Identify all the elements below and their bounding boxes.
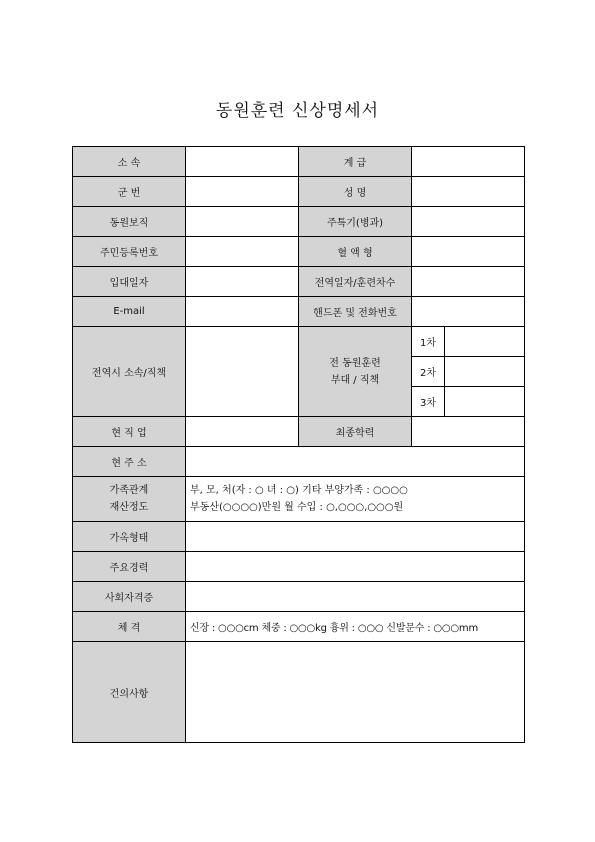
address-field[interactable] [186,447,525,477]
page-title: 동원훈련 신상명세서 [215,101,380,121]
round-1-label: 1차 [412,327,445,357]
previous-training-label-line2: 부대 / 직책 [330,374,380,386]
blood-type-label: 혈 액 형 [299,237,412,267]
previous-training-label [299,327,412,417]
row-resident-number [73,237,525,267]
row-enlist-date [73,267,525,297]
education-field[interactable] [412,417,525,447]
row-email [73,297,525,327]
suggestions-label: 건의사항 [73,642,186,743]
round-2-field[interactable] [445,357,525,387]
service-number-field[interactable] [186,177,299,207]
row-housing [73,522,525,552]
phone-field[interactable] [412,297,525,327]
mobilization-position-label: 동원보직 [73,207,186,237]
specialty-label: 주특기(병과) [299,207,412,237]
family-label-line1: 가족관계 [109,485,149,496]
education-label: 최종학력 [299,417,412,447]
address-label: 현 주 소 [73,447,186,477]
physique-label: 체 격 [73,612,186,642]
email-label: E-mail [73,297,186,327]
rank-label: 계 급 [299,147,412,177]
family-field[interactable] [186,477,525,522]
resident-number-field[interactable] [186,237,299,267]
specialty-field[interactable] [412,207,525,237]
row-career [73,552,525,582]
affiliation-field[interactable] [186,147,299,177]
row-mobilization-position [73,207,525,237]
family-label-line2: 재산정도 [109,502,149,513]
row-service-number [73,177,525,207]
physique-field[interactable]: 신장 : ○○○cm 체중 : ○○○kg 흉위 : ○○○ 신발문수 : ○○○mm [186,612,525,642]
suggestions-field[interactable] [186,642,525,743]
previous-training-label-line1: 전 동원훈련 [329,357,381,369]
discharge-unit-label: 전역시 소속/직책 [73,327,186,417]
round-2-label: 2차 [412,357,445,387]
discharge-unit-field[interactable] [186,327,299,417]
discharge-date-field[interactable] [412,267,525,297]
family-label [73,477,186,522]
email-field[interactable] [186,297,299,327]
career-field[interactable] [186,552,525,582]
housing-field[interactable] [186,522,525,552]
certificates-label: 사회자격증 [73,582,186,612]
row-family [73,477,525,522]
row-suggestions [73,642,525,743]
round-1-field[interactable] [445,327,525,357]
round-3-field[interactable] [445,387,525,417]
mobilization-position-field[interactable] [186,207,299,237]
row-discharge-unit-1 [73,327,525,357]
family-value-line2: 부동산(○○○○)만원 월 수입 : ○,○○○,○○○원 [190,502,404,513]
row-address [73,447,525,477]
discharge-date-label: 전역일자/훈련차수 [299,267,412,297]
service-number-label: 군 번 [73,177,186,207]
housing-label: 가옥형태 [73,522,186,552]
career-label: 주요경력 [73,552,186,582]
round-3-label: 3차 [412,387,445,417]
rank-field[interactable] [412,147,525,177]
family-value-line1: 부, 모, 처(자 : ○ 녀 : ○) 기타 부양가족 : ○○○○ [190,485,408,496]
phone-label: 핸드폰 및 전화번호 [299,297,412,327]
blood-type-field[interactable] [412,237,525,267]
row-job [73,417,525,447]
affiliation-label: 소 속 [73,147,186,177]
row-affiliation [73,147,525,177]
name-label: 성 명 [299,177,412,207]
personal-info-form [72,146,525,743]
job-label: 현 직 업 [73,417,186,447]
certificates-field[interactable] [186,582,525,612]
row-certificates [73,582,525,612]
enlist-date-label: 입대일자 [73,267,186,297]
resident-number-label: 주민등록번호 [73,237,186,267]
enlist-date-field[interactable] [186,267,299,297]
name-field[interactable] [412,177,525,207]
job-field[interactable] [186,417,299,447]
row-physique [73,612,525,642]
